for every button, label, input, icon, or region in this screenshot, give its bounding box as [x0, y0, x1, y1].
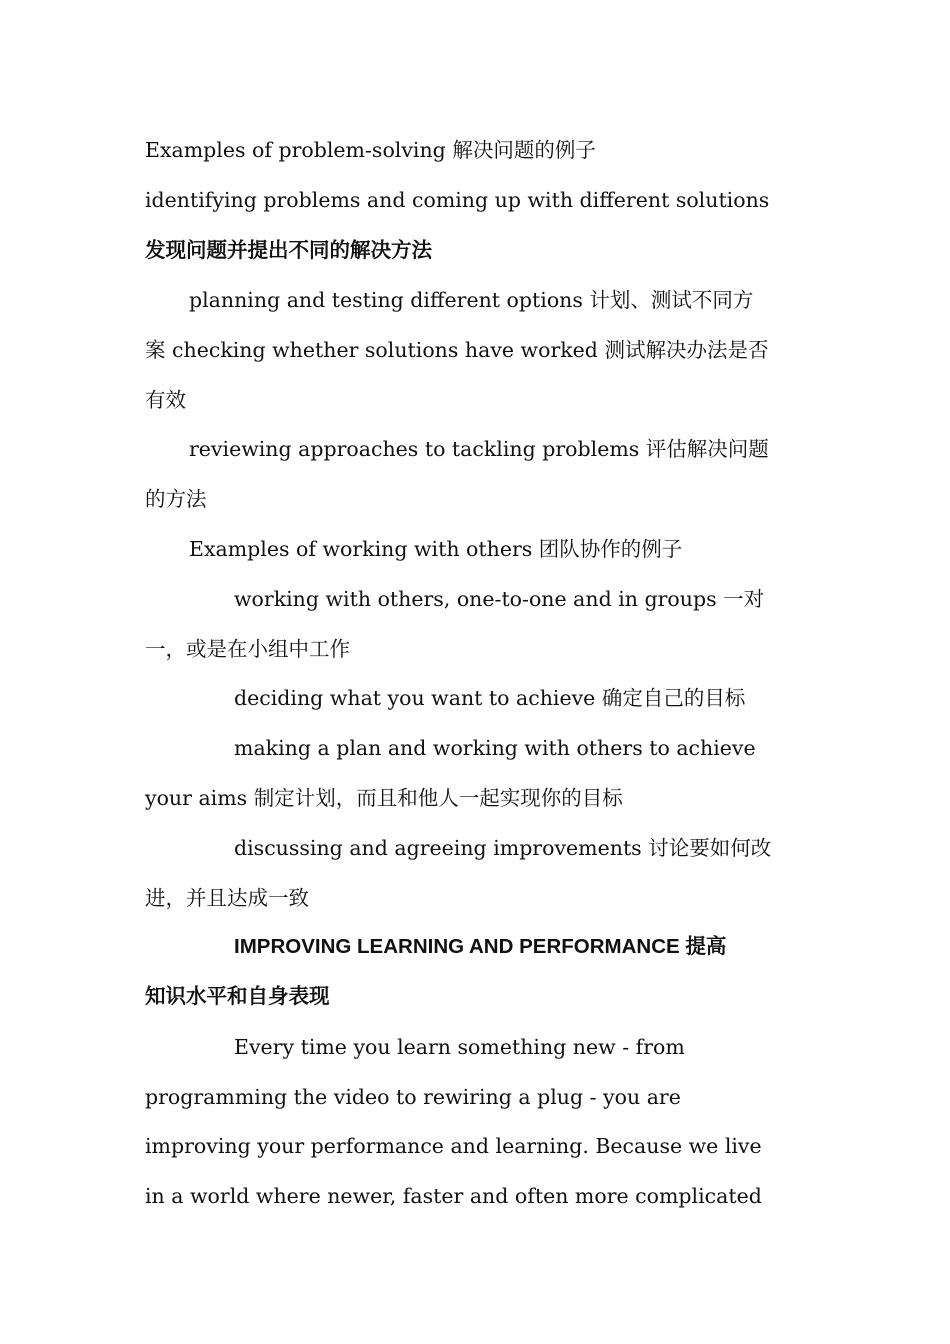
text-line-programming-video: programming the video to rewiring a plug - you are [145, 1085, 681, 1109]
section-heading-improving-learning: IMPROVING LEARNING AND PERFORMANCE 提高 [234, 935, 727, 958]
text-line-reviewing-approaches: reviewing approaches to tackling problems 评估解决问题 [189, 437, 769, 461]
text-line-making-a-plan: making a plan and working with others to achieve [234, 736, 756, 760]
text-line-checking-solutions: 案 checking whether solutions have worked 测试解决办法是否 [145, 338, 769, 362]
text-line-identifying-problems-cn: 发现问题并提出不同的解决方法 [145, 238, 432, 262]
text-line-reviewing-approaches-cont: 的方法 [145, 487, 207, 511]
text-line-checking-solutions-cont: 有效 [145, 388, 186, 412]
text-line-identifying-problems: identifying problems and coming up with different solutions [145, 188, 770, 212]
text-line-improving-performance: improving your performance and learning. Because we live [145, 1134, 762, 1158]
text-line-one-to-one-cont: 一，或是在小组中工作 [145, 637, 350, 661]
text-line-newer-faster: in a world where newer, faster and often more complicated [145, 1184, 762, 1208]
text-line-discussing-improvements-cont: 进，并且达成一致 [145, 886, 309, 910]
text-line-planning-testing: planning and testing different options 计划、测试不同方 [189, 288, 754, 312]
section-heading-improving-learning-cont: 知识水平和自身表现 [145, 985, 330, 1008]
text-line-making-a-plan-cont: your aims 制定计划，而且和他人一起实现你的目标 [145, 786, 623, 810]
text-line-problem-solving-heading: Examples of problem-solving 解决问题的例子 [145, 138, 596, 162]
text-line-discussing-improvements: discussing and agreeing improvements 讨论要如何改 [234, 836, 772, 860]
text-line-working-with-others-heading: Examples of working with others 团队协作的例子 [189, 537, 683, 561]
text-line-deciding-what: deciding what you want to achieve 确定自己的目标 [234, 686, 746, 710]
text-line-every-time: Every time you learn something new - from [234, 1035, 685, 1059]
text-line-one-to-one: working with others, one-to-one and in groups 一对 [234, 587, 765, 611]
